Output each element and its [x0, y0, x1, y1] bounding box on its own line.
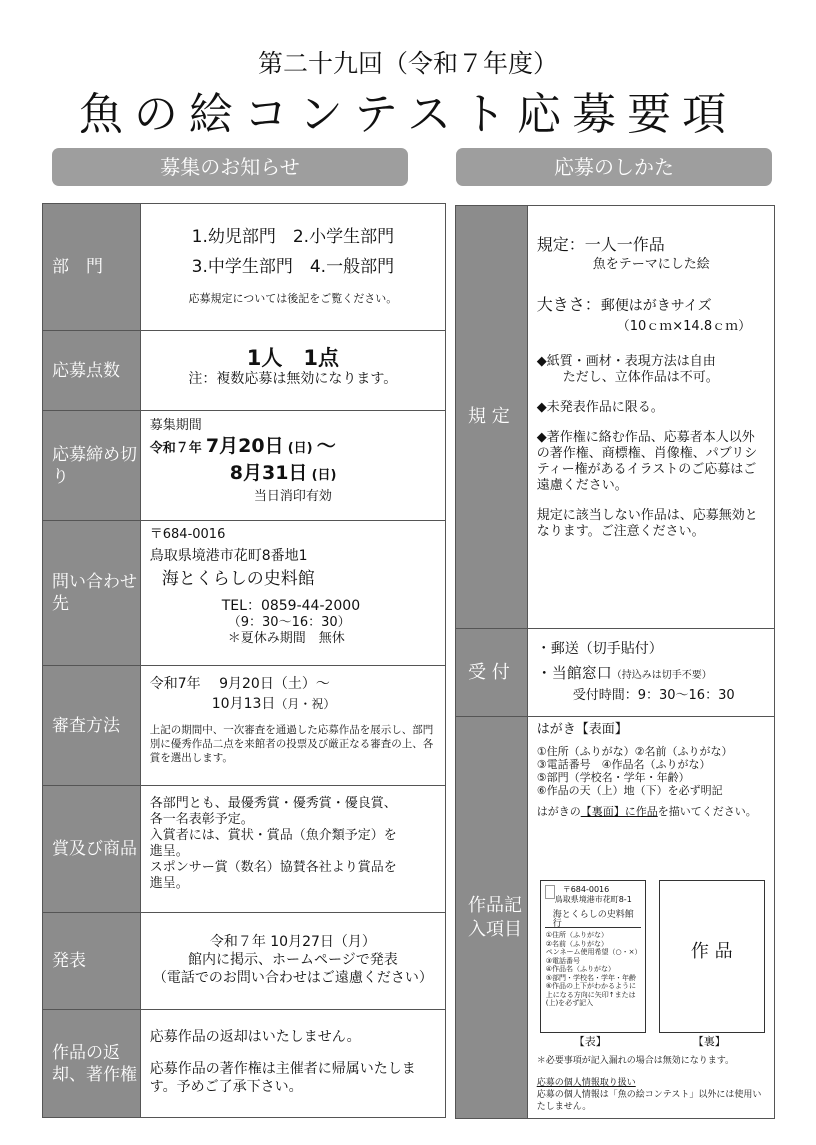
sample-row1: ①住所（ふりがな）: [545, 931, 608, 939]
sample-row6: ⑤部門・学校名・学年・年齢: [545, 973, 636, 982]
row-announcement: [43, 913, 446, 1010]
division-line2: 3.中学生部門 4.一般部門: [191, 257, 395, 277]
stamp-box: [545, 885, 555, 899]
sample-address: 鳥取県境港市花町8-1: [554, 895, 632, 904]
judging-period1: 令和7年 9月20日（土）〜: [149, 676, 330, 692]
row-count: [43, 331, 446, 411]
privacy-title: 応募の個人情報取り扱い: [536, 1078, 636, 1088]
contest-title: 魚の絵コンテスト応募要項: [78, 89, 738, 140]
announcement-label: 発表: [43, 913, 141, 1010]
row-division: [43, 204, 446, 331]
row-return: [43, 1010, 446, 1118]
sample-row5: ④作品名（ふりがな）: [545, 965, 615, 973]
rules-label: 規 定: [456, 206, 528, 629]
row-deadline: [43, 411, 446, 521]
division-line1: 1.幼児部門 2.小学生部門: [191, 227, 395, 247]
postcard-back-sample: [659, 880, 765, 1033]
judging-label: 審査方法: [43, 666, 141, 786]
recruitment-table: [42, 203, 446, 1118]
deadline-era: 令和７年: [149, 441, 202, 456]
reception-counter: ・当館窓口: [536, 664, 612, 682]
size-value: 郵便はがきサイズ: [600, 298, 712, 314]
division-label: 部 門: [43, 204, 141, 331]
rules-one-per-person: 規定：一人一作品: [536, 235, 665, 254]
rule-unpublished: ◆未発表作品に限る。: [536, 400, 664, 415]
contact-closed: ＊夏休み期間 無休: [227, 631, 345, 646]
announce-note: （電話でのお問い合わせはご遠慮ください）: [152, 970, 433, 986]
entry-label: 作品記入項目: [456, 717, 528, 1119]
copyright-policy: 応募作品の著作権は主催者に帰属いたします。予めご了承下さい。: [149, 1061, 416, 1095]
prizes-line5: スポンサー賞（数名）協賛各社より賞品を: [149, 860, 397, 875]
announce-where: 館内に掲示、ホームページで発表: [188, 952, 398, 968]
contest-subtitle: 第二十九回（令和７年度）: [257, 49, 558, 78]
sample-name: 海とくらしの史料館 行: [552, 910, 634, 929]
tilde: 〜: [316, 435, 336, 457]
size-label: 大きさ：: [536, 295, 601, 314]
count-main: 1人 1点: [246, 346, 339, 370]
contact-hours: （9：30〜16：30）: [227, 615, 351, 630]
rule-invalid: 規定に該当しない作品は、応募無効となります。ご注意ください。: [536, 508, 758, 539]
contact-tel: TEL：0859-44-2000: [221, 598, 361, 614]
prizes-line3: 入賞者には、賞状・賞品（魚介類予定）を: [149, 828, 397, 843]
prizes-line2: 各一名表彰予定。: [149, 812, 254, 827]
end-date: 8月31日: [229, 462, 308, 484]
judging-period2-day: （月・祝）: [275, 697, 336, 711]
draw-instruction: [537, 805, 765, 819]
row-contact: [43, 521, 446, 666]
start-day: (日): [287, 441, 313, 456]
contact-label: 問い合わせ先: [43, 521, 141, 666]
prizes-label: 賞及び商品: [43, 786, 141, 913]
artwork-placeholder: 作 品: [690, 941, 733, 962]
judging-description: 上記の期間中、一次審査を通過した応募作品を展示し、部門別に優秀作品二点を来館者の投票及び厳正なる審査の上、各賞を選出します。: [149, 724, 434, 764]
row-reception: [456, 629, 775, 717]
period-label: 募集期間: [149, 418, 202, 433]
entry-item1: ①住所（ふりがな）②名前（ふりがな）: [536, 745, 733, 758]
rule-no-3d: ただし、立体作品は不可。: [562, 370, 719, 385]
judging-period2: 10月13日: [211, 696, 276, 712]
rule-materials: ◆紙質・画材・表現方法は自由: [536, 354, 716, 369]
row-rules: [456, 206, 775, 629]
start-date: 7月20日: [205, 435, 284, 457]
reception-hours: 受付時間：9：30〜16：30: [572, 688, 735, 703]
row-entry: [456, 717, 775, 1119]
row-prizes: [43, 786, 446, 913]
postmark-note: 当日消印有効: [253, 489, 332, 504]
return-label: 作品の返却、著作権: [43, 1010, 141, 1118]
row-judging: [43, 666, 446, 786]
prizes-line6: 進呈。: [149, 876, 189, 891]
division-note: 応募規定については後記をご覧ください。: [188, 292, 398, 305]
sample-row4: ③電話番号: [545, 956, 580, 965]
sample-row3: ペンネーム使用希望（○・×）: [545, 948, 642, 956]
deadline-label: 応募締め切り: [43, 411, 141, 521]
recruitment-banner: 募集のお知らせ: [52, 148, 408, 186]
prizes-line1: 各部門とも、最優秀賞・優秀賞・優良賞、: [149, 796, 397, 811]
front-caption: 【表】: [573, 1035, 607, 1048]
end-day: (日): [311, 468, 337, 483]
draw-instruction-post: を描いてください。: [657, 805, 757, 818]
privacy-text: 応募の個人情報は「魚の絵コンテスト」以外には使用いたしません。: [536, 1090, 762, 1112]
reception-label: 受 付: [456, 629, 528, 717]
count-label: 応募点数: [43, 331, 141, 411]
prizes-line4: 進呈。: [149, 844, 189, 859]
missing-info-warning: ＊必要事項が記入漏れの場合は無効になります。: [536, 1056, 735, 1066]
contact-zip: 〒684-0016: [149, 527, 226, 542]
sample-row7: ⑥作品の上下がわかるように上になる方向に矢印↑または(上)を必ず記入: [545, 982, 636, 1007]
postcard-front-heading: はがき【表面】: [536, 722, 628, 737]
announce-date: 令和７年 10月27日（月）: [209, 934, 376, 950]
entry-item4: ⑥作品の天（上）地（下）を必ず明記: [536, 784, 723, 797]
draw-instruction-pre: はがきの: [536, 805, 581, 818]
howto-table: [455, 205, 775, 1119]
reception-counter-note: （持込みは切手不要）: [611, 670, 712, 681]
return-policy: 応募作品の返却はいたしません。: [149, 1029, 361, 1045]
postcard-front-sample: [540, 880, 646, 1033]
sample-zip: 〒684-0016: [562, 885, 610, 894]
entry-item3: ⑤部門（学校名・学年・年齢）: [536, 771, 690, 784]
reception-mail: ・郵送（切手貼付）: [536, 641, 663, 657]
count-note: 注：複数応募は無効になります。: [188, 371, 398, 387]
howto-banner: 応募のしかた: [456, 148, 772, 186]
sample-row2: ②名前（ふりがな）: [545, 939, 608, 948]
sample-divider: [545, 927, 641, 928]
rule-copyright: ◆著作権に絡む作品、応募者本人以外の著作権、商標権、肖像権、パブリシティー権があるイラストのご応募はご遠慮ください。: [536, 430, 758, 493]
museum-name: 海とくらしの史料館: [161, 569, 315, 589]
size-dimensions: （10ｃｍ×14.8ｃｍ）: [616, 319, 752, 334]
contact-address: 鳥取県境港市花町8番地1: [149, 548, 308, 564]
back-caption: 【裏】: [692, 1035, 726, 1048]
rules-theme: 魚をテーマにした絵: [592, 257, 710, 272]
entry-item2: ③電話番号 ④作品名（ふりがな）: [536, 758, 711, 771]
draw-instruction-back: 【裏面】に作品: [580, 805, 658, 818]
